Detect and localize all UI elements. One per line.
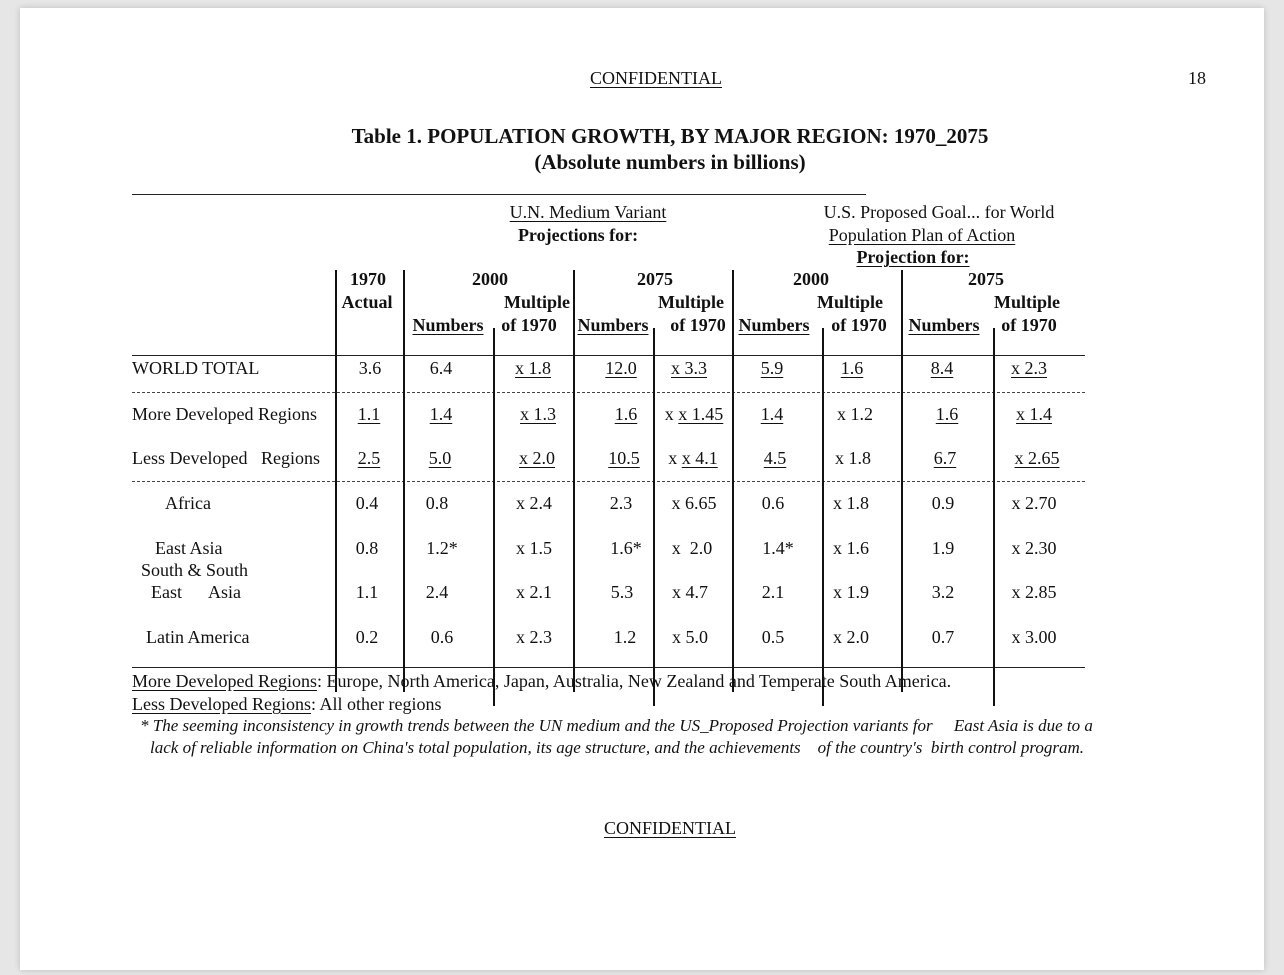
footnote-more-developed-label: More Developed Regions [132,671,317,691]
cell-sseasia-1970: 1.1 [355,582,379,602]
cell-sseasia-un2075-numbers: 5.3 [610,582,634,602]
row-label-less-developed: Less Developed Regions [132,448,320,468]
cell-africa-un2000-multiple: x 2.4 [516,493,552,513]
cell-less-us2000-multiple: x 1.8 [835,448,871,468]
cell-latam-un2000-multiple: x 2.3 [516,627,552,647]
confidential-header: CONFIDENTIAL [590,68,722,88]
cell-less-un2000-multiple: x 2.0 [519,448,555,468]
cell-more-us2075-multiple: x 1.4 [1016,404,1052,424]
col-1970-actual: Actual [341,292,393,312]
row-label-south-southeast-asia-line2: East Asia [151,582,241,602]
cell-africa-us2000-multiple: x 1.8 [833,493,869,513]
cell-more-un2000-multiple: x 1.3 [520,404,556,424]
col-un2075-year: 2075 [637,269,673,289]
cell-eastasia-us2075-numbers: 1.9 [931,538,955,558]
cell-africa-1970: 0.4 [355,493,379,513]
cell-eastasia-un2000-numbers: 1.2* [426,538,458,558]
un-group-heading: U.N. Medium Variant [509,202,667,222]
column-divider [822,328,824,706]
col-us2075-numbers: Numbers [908,315,980,335]
us-group-subheading: Projection for: [856,247,970,267]
column-divider [993,328,995,706]
cell-africa-us2075-multiple: x 2.70 [1011,493,1057,513]
confidential-footer: CONFIDENTIAL [604,818,736,838]
column-divider [335,270,337,692]
cell-eastasia-us2000-multiple: x 1.6 [833,538,869,558]
cell-world-un2075-numbers: 12.0 [605,358,637,378]
header-rule [132,355,1085,356]
cell-more-1970: 1.1 [357,404,381,424]
cell-world-un2000-numbers: 6.4 [429,358,453,378]
cell-eastasia-1970: 0.8 [355,538,379,558]
cell-africa-un2000-numbers: 0.8 [425,493,449,513]
row-label-latin-america: Latin America [146,627,250,647]
cell-africa-us2000-numbers: 0.6 [761,493,785,513]
column-divider [403,270,405,692]
page-number: 18 [1188,68,1206,88]
cell-world-un2000-multiple: x 1.8 [515,358,551,378]
col-un2075-numbers: Numbers [577,315,649,335]
us-group-heading-line2: Population Plan of Action [828,225,1016,245]
col-us2000-multiple: Multiple [817,292,883,312]
cell-less-us2075-multiple: x 2.65 [1014,448,1060,468]
cell-less-un2075-multiple: x x 4.1 [668,448,718,468]
cell-world-1970: 3.6 [358,358,382,378]
col-us2000-year: 2000 [793,269,829,289]
cell-eastasia-un2075-multiple: x 2.0 [671,538,713,558]
col-us2075-multiple: Multiple [994,292,1060,312]
footnote-asterisk-line2: lack of reliable information on China's total population, its age structure, and the achievements of the country's birth control program. [150,738,1085,757]
col-us2075-year: 2075 [968,269,1004,289]
cell-world-us2000-multiple: 1.6 [840,358,864,378]
col-un2075-of1970: of 1970 [670,315,726,335]
world-total-separator [132,392,1085,393]
un-group-subheading: Projections for: [517,225,639,245]
col-un2000-of1970: of 1970 [501,315,557,335]
col-un2075-multiple: Multiple [658,292,724,312]
cell-sseasia-un2000-multiple: x 2.1 [516,582,552,602]
col-un2000-numbers: Numbers [412,315,484,335]
cell-more-us2000-multiple: x 1.2 [837,404,873,424]
cell-latam-1970: 0.2 [355,627,379,647]
cell-less-us2000-numbers: 4.5 [763,448,787,468]
cell-less-un2075-numbers: 10.5 [608,448,640,468]
col-un2000-multiple: Multiple [504,292,570,312]
cell-eastasia-un2000-multiple: x 1.5 [516,538,552,558]
col-us2075-of1970: of 1970 [1001,315,1057,335]
cell-world-un2075-multiple: x 3.3 [671,358,707,378]
column-divider [901,270,903,692]
cell-more-un2000-numbers: 1.4 [429,404,453,424]
row-label-more-developed: More Developed Regions [132,404,317,424]
column-divider [493,328,495,706]
cell-sseasia-us2000-multiple: x 1.9 [833,582,869,602]
cell-more-un2075-multiple-value: x 1.45 [678,404,724,424]
cell-less-un2000-numbers: 5.0 [428,448,452,468]
table-subtitle: (Absolute numbers in billions) [534,150,806,174]
cell-africa-us2075-numbers: 0.9 [931,493,955,513]
cell-more-us2075-numbers: 1.6 [935,404,959,424]
footnote-more-developed-text: : Europe, North America, Japan, Australia, New Zealand and Temperate South America. [316,671,952,691]
cell-world-us2000-numbers: 5.9 [760,358,784,378]
cell-latam-us2075-multiple: x 3.00 [1011,627,1057,647]
col-us2000-numbers: Numbers [738,315,810,335]
cell-latam-us2000-numbers: 0.5 [761,627,785,647]
cell-latam-un2075-numbers: 1.2 [613,627,637,647]
cell-latam-un2000-numbers: 0.6 [430,627,454,647]
cell-less-1970: 2.5 [357,448,381,468]
cell-sseasia-us2075-numbers: 3.2 [931,582,955,602]
title-rule [132,194,866,195]
footnote-less-developed-label: Less Developed Regions [132,694,311,714]
cell-sseasia-un2075-multiple: x 4.7 [672,582,708,602]
footnote-asterisk-line1: * The seeming inconsistency in growth trends between the UN medium and the US_Proposed Projection variants for East Asia is due to a [140,716,1093,735]
cell-africa-un2075-multiple: x 6.65 [671,493,717,513]
cell-latam-us2075-numbers: 0.7 [931,627,955,647]
cell-more-un2075-numbers: 1.6 [614,404,638,424]
cell-sseasia-un2000-numbers: 2.4 [425,582,449,602]
cell-eastasia-un2075-numbers: 1.6* [610,538,642,558]
cell-latam-un2075-multiple: x 5.0 [672,627,708,647]
cell-africa-un2075-numbers: 2.3 [609,493,633,513]
row-label-africa: Africa [165,493,211,513]
cell-eastasia-us2000-numbers: 1.4* [762,538,794,558]
table-title: Table 1. POPULATION GROWTH, BY MAJOR REGION: 1970_2075 [351,124,989,148]
cell-less-un2075-multiple-value: x 4.1 [681,448,718,468]
cell-more-un2075-multiple: x x 1.45 [664,404,724,424]
cell-more-us2000-numbers: 1.4 [760,404,784,424]
col-1970-year: 1970 [350,269,386,289]
us-group-heading: U.S. Proposed Goal... for World [823,202,1055,222]
footnote-less-developed [132,695,441,713]
cell-less-us2075-numbers: 6.7 [933,448,957,468]
row-label-east-asia: East Asia [155,538,223,558]
row-label-world-total: WORLD TOTAL [132,358,260,378]
footnote-less-developed-text: : All other regions [310,694,442,714]
cell-sseasia-us2000-numbers: 2.1 [761,582,785,602]
footnote-more-developed [132,672,951,690]
cell-eastasia-us2075-multiple: x 2.30 [1011,538,1057,558]
col-us2000-of1970: of 1970 [831,315,887,335]
regions-separator [132,481,1085,482]
row-label-south-southeast-asia: South & South [141,560,249,580]
cell-world-us2075-multiple: x 2.3 [1011,358,1047,378]
col-un2000-year: 2000 [472,269,508,289]
column-divider [732,270,734,692]
cell-latam-us2000-multiple: x 2.0 [833,627,869,647]
cell-sseasia-us2075-multiple: x 2.85 [1011,582,1057,602]
cell-world-us2075-numbers: 8.4 [930,358,954,378]
column-divider [653,328,655,706]
table-bottom-rule [132,667,1085,668]
column-divider [573,270,575,692]
